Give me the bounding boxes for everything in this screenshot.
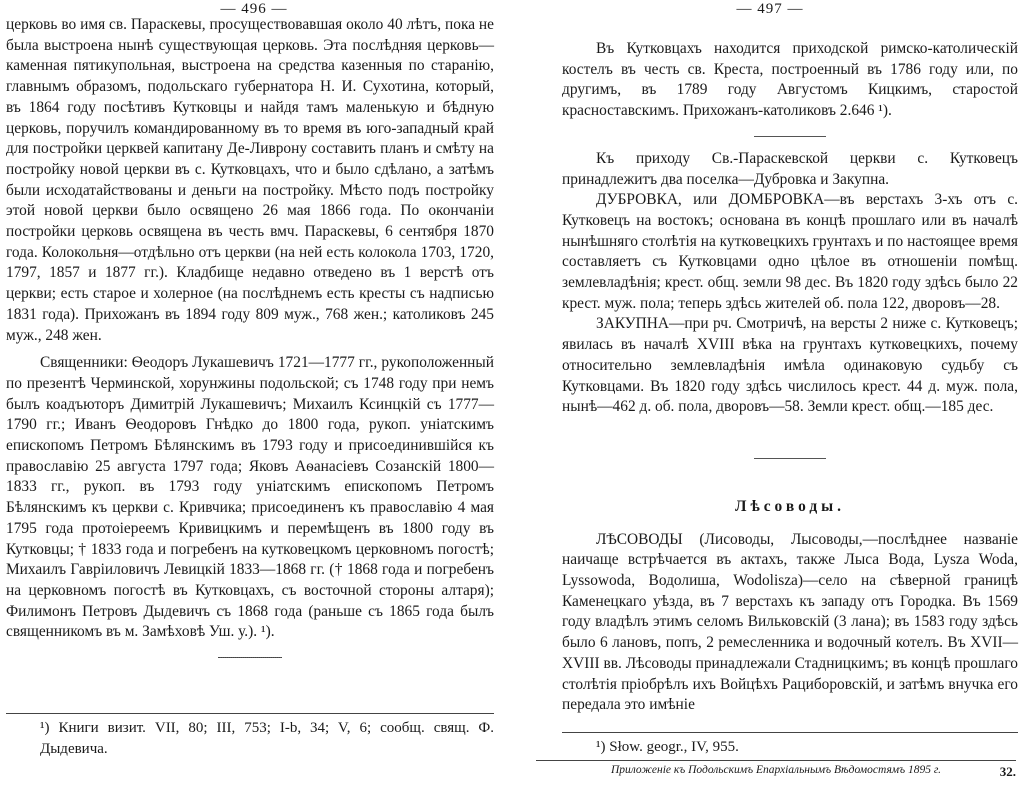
left-page [0,0,508,787]
sheet-number: 32. [999,764,1016,779]
section-heading: Лѣсоводы. [735,497,845,515]
paragraph-zakupna: ЗАКУПНА—при рч. Смотричѣ, на версты 2 ниже с. Кутковецъ; явилась въ началѣ XVIII вѣка на грунтахъ кутковецкихъ, почему относительно землевладѣнія имѣла одинаковую судьбу съ Кутковцами. Въ 1820 году здѣсь числилось крест. 44 д. муж. пола, нынѣ—462 д. об. пола, дворовъ—58. Земли крест. общ.—185 дес. [562,315,1018,416]
page-number-right: — 497 — [736,1,804,17]
right-page-body [562,39,1018,716]
footnote-divider [6,713,494,714]
paragraph-church-history: церковь во имя св. Параскевы, просуществовавшая около 40 лѣтъ, пока не была выстроена нынѣ существующая церковь. Эта послѣдняя церковь—каменная пятикупольная, выстроена на средства казенныя по старанію, главнымъ образомъ, подольскаго губернатора Н. И. Сухотина, который, въ 1864 году посѣтивъ Кутковцы и найдя тамъ маленькую и бѣдную церковь, поручилъ командированному въ то время въ юго-западный край для постройки церквей капитану Де-Ливрону составить планъ и смѣту на постройку новой церкви въ с. Кутковцахъ, что и было сдѣлано, а затѣмъ были исходатайствованы и деньги на постройку. Мѣсто подъ постройку этой новой церкви было освящено 26 мая 1866 года. По окончаніи постройки церковь освящена въ честь вмч. Параскевы, 6 сентября 1870 года. Колокольня—отдѣльно отъ церкви (на ней есть колокола 1703, 1720, 1797, 1857 и 1877 гг.). Кладбище недавно отведено въ 1 верстѣ отъ церкви; есть старое и холерное (на послѣднемъ есть кресты съ надписью 1831 года). Прихожанъ въ 1894 году 809 муж., 768 жен.; католиковъ 245 муж., 248 жен. [6,16,494,344]
footnote-left [6,713,494,759]
paragraph-dubrovka: ДУБРОВКА, или ДОМБРОВКА—въ верстахъ 3-хъ отъ с. Кутковецъ на востокъ; основана въ концѣ прошлаго или въ началѣ нынѣшняго столѣтія на кутковецкихъ грунтахъ и по настоящее время составляетъ съ Кутковцами одно цѣлое въ отношеніи помѣщ. землевладѣнія; крест. общ. земли 98 дес. Въ 1820 году здѣсь было 22 крест. муж. пола; теперь здѣсь жителей об. пола 122, дворовъ—28. [562,191,1018,312]
paragraph-lesovody: ЛѢСОВОДЫ (Лисоводы, Лысоводы,—послѣднее названіе наичаще встрѣчается въ актахъ, также Лыса Вода, Lysza Woda, Lyssowoda, Водолиша, Wodoliszа)—село на сѣверной границѣ Каменецкаго уѣзда, въ 7 верстахъ къ западу отъ Городка. Въ 1569 году владѣлъ этимъ селомъ Вильковскій (3 лана); въ 1583 году здѣсь было 6 лановъ, попъ, 2 ремесленника и водочный котелъ. Въ XVII—XVIII вв. Лѣсоводы принадлежали Стадницкимъ; въ концѣ прошлаго столѣтія пріобрѣлъ ихъ Войцѣхъ Рациборовскій, и затѣмъ внучка его передала это имѣніе [562,530,1018,714]
footnote-right [562,732,1018,758]
section-divider [218,657,282,658]
publication-line [536,760,1016,779]
footnote-right-text: ¹) Słow. geogr., IV, 955. [596,739,739,755]
paragraph-parish-settlements: Къ приходу Св.-Параскевской церкви с. Кутковецъ принадлежитъ два поселка—Дубровка и Закупна. [562,149,1018,188]
right-page [516,0,1024,787]
footnote-divider [562,732,1018,733]
page-number-left: — 496 — [220,1,288,17]
paragraph-priests: Священники: Ѳеодоръ Лукашевичъ 1721—1777 гг., рукоположенный по презентѣ Черминской, хорунжины подольской; съ 1748 году при немъ былъ коадъюторъ Димитрій Лукашевичъ; Михаилъ Ксинцкій съ 1777—1790 гг.; Иванъ Ѳеодоровъ Гнѣдко до 1800 года, рукоп. уніатскимъ епископомъ Петромъ Бѣлянскимъ въ 1793 году и присоединившійся къ православію 25 августа 1797 года; Яковъ Аѳанасіевъ Созанскій 1800—1833 гг., рукоп. въ 1793 году уніатскимъ епископомъ Петромъ Бѣлянскимъ къ церкви с. Кривчика; присоединенъ къ православію 4 мая 1795 года протоіереемъ Кривицкимъ и перемѣщенъ въ 1800 году въ Кутковцы; † 1833 года и погребенъ на кутковецкомъ церковномъ погостѣ; Михаилъ Гавріиловичъ Левицкій 1833—1868 гг. († 1868 года и погребенъ на церковномъ погостѣ въ Кутковцахъ, съ восточной стороны алтаря); Филимонъ Петровъ Дыдевичъ съ 1868 года (раньше съ 1865 года былъ священникомъ въ м. Замѣховѣ Уш. у.). ¹). [6,354,494,641]
paragraph-catholic-church: Въ Кутковцахъ находится приходской римско-католическій костелъ въ честь св. Креста, построенный въ 1786 году или, по другимъ, въ 1789 году Августомъ Кицкимъ, старостой красноставскимъ. Прихожанъ-католиковъ 2.646 ¹). [562,40,1018,120]
left-page-body [6,15,494,658]
publication-title: Приложеніе къ Подольскимъ Епархіальнымъ Вѣдомостямъ 1895 г. [610,764,942,776]
footnote-left-text: ¹) Книги визит. VII, 80; III, 753; I-b, 34; V, 6; сообщ. свящ. Ф. Дыдевича. [40,720,494,757]
